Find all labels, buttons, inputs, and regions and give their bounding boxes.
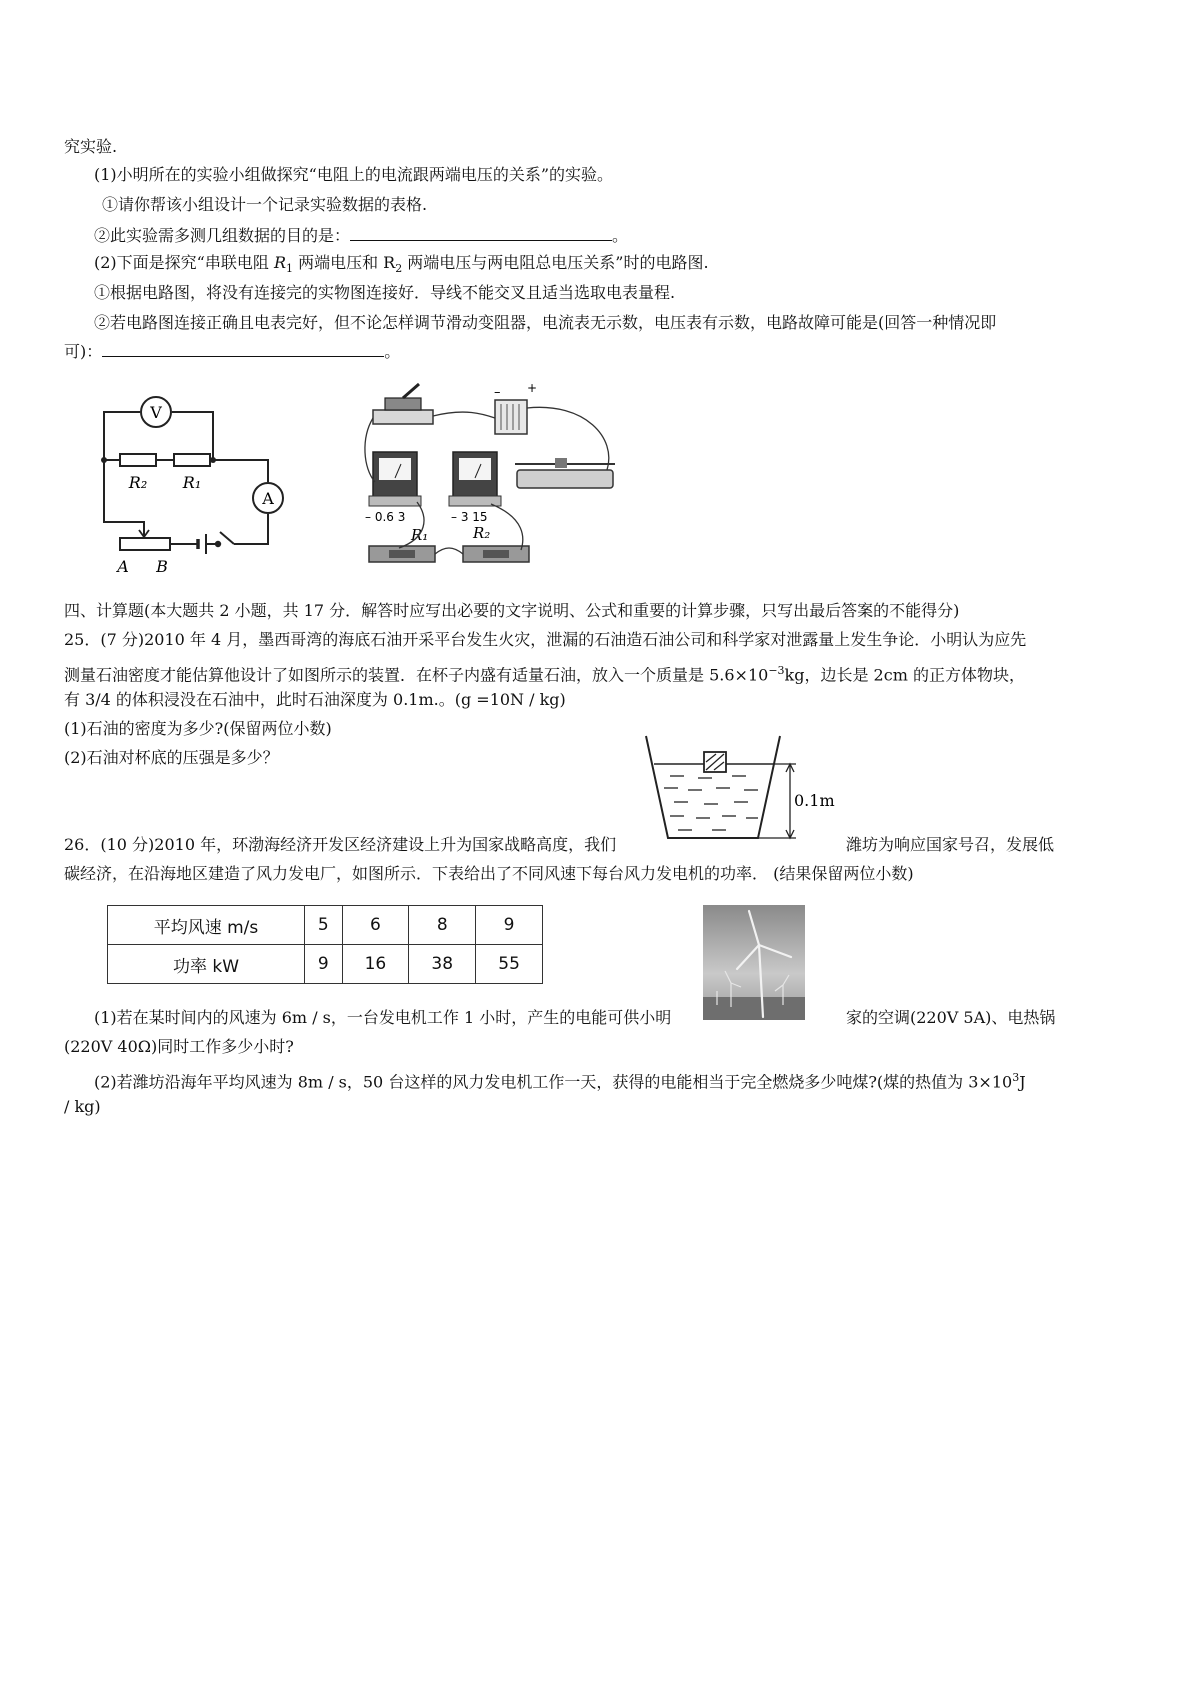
table-cell: 38 <box>409 945 476 984</box>
oil-cup-figure <box>640 730 835 845</box>
wind-power-table <box>107 905 543 984</box>
q25-line-3: 有 3/4 的体积浸没在石油中，此时石油深度为 0.1m.。(g =10N / kg) <box>64 690 566 709</box>
voltmeter-icon <box>449 452 501 506</box>
rheostat-end-b: B <box>156 557 168 576</box>
q26-part-2-line-2: / kg) <box>64 1097 101 1116</box>
ammeter-scale: – 0.6 3 <box>365 510 406 524</box>
resistor-r1-icon <box>369 546 435 562</box>
q26-part-1: (1)若在某时间内的风速为 6m / s，一台发电机工作 1 小时，产生的电能可供小明 <box>94 1008 672 1027</box>
oil-hatching <box>664 754 758 830</box>
ammeter-icon <box>369 452 421 506</box>
answer-blank-purpose[interactable] <box>350 224 612 241</box>
depth-label: 0.1m <box>794 791 835 810</box>
q25-question-2: (2)石油对杯底的压强是多少？ <box>64 748 279 767</box>
q25-line-1: 25．(7 分)2010 年 4 月，墨西哥湾的海底石油开采平台发生火灾，泄漏的石油造石油公司和科学家对泄露量上发生争论．小明认为应先 <box>64 630 1027 649</box>
section-4-heading: 四、计算题(本大题共 2 小题，共 17 分．解答时应写出必要的文字说明、公式和重要的计算步骤，只写出最后答案的不能得分) <box>64 601 960 620</box>
voltmeter-scale: – 3 15 <box>451 510 488 524</box>
q26-line-1a: 26．(10 分)2010 年，环渤海经济开发区经济建设上升为国家战略高度，我们 <box>64 835 617 854</box>
svg-text:+: + <box>527 381 538 395</box>
q26-line-2: 碳经济，在沿海地区建造了风力发电厂，如图所示．下表给出了不同风速下每台风力发电机的功率． (结果保留两位小数) <box>64 864 914 883</box>
q26-part-1-line-2: (220V 40Ω)同时工作多少小时? <box>64 1037 294 1056</box>
q25-question-1: (1)石油的密度为多少?(保留两位小数) <box>64 719 332 738</box>
table-cell: 8 <box>409 906 476 945</box>
table-cell: 16 <box>342 945 409 984</box>
table-cell: 55 <box>476 945 543 984</box>
table-cell: 9 <box>476 906 543 945</box>
q26-part-2: (2)若潍坊沿海年平均风速为 8m / s，50 台这样的风力发电机工作一天，获得的电能相当于完全燃烧多少吨煤?(煤的热值为 $3\times 10^3J$ <box>94 1071 1026 1092</box>
table-cell: 6 <box>342 906 409 945</box>
apparatus-drawing[interactable] <box>355 378 630 578</box>
table-row <box>108 945 543 984</box>
table-cell: 9 <box>305 945 343 984</box>
battery-icon <box>495 400 527 434</box>
text-line-5: (2)下面是探究“串联电阻 $R_1$ 两端电压和 $R_2$ 两端电压与两电阻总电压关系”时的电路图. <box>94 253 709 276</box>
switch-icon <box>373 384 433 424</box>
voltmeter-label: V <box>150 403 162 422</box>
ammeter-label: A <box>262 489 274 508</box>
apparatus-r1-label: R₁ <box>411 526 429 544</box>
resistor-r2-icon <box>463 546 529 562</box>
text-line-6: ①根据电路图，将没有连接完的实物图连接好．导线不能交叉且适当选取电表量程. <box>94 283 676 302</box>
text-line-3: ①请你帮该小组设计一个记录实验数据的表格. <box>102 195 428 214</box>
wind-turbine-photo <box>703 905 805 1020</box>
answer-blank-fault[interactable] <box>102 340 384 357</box>
table-cell: 5 <box>305 906 343 945</box>
text-line-2: (1)小明所在的实验小组做探究“电阻上的电流跟两端电压的关系”的实验。 <box>94 165 614 184</box>
apparatus-r2-label: R₂ <box>473 524 491 542</box>
r2-label: R₂ <box>128 473 148 492</box>
text-line-7: ②若电路图连接正确且电表完好，但不论怎样调节滑动变阻器，电流表无示数，电压表有示数，电路故障可能是(回答一种情况即 <box>94 313 997 332</box>
svg-text:–: – <box>494 385 501 400</box>
circuit-diagram <box>90 390 310 580</box>
table-header-speed: 平均风速 m/s <box>108 906 305 945</box>
rheostat-icon <box>515 458 615 488</box>
table-header-power: 功率 kW <box>108 945 305 984</box>
q26-part-1-tail: 家的空调(220V 5A)、电热锅 <box>846 1008 1056 1027</box>
q25-line-2: 测量石油密度才能估算他设计了如图所示的装置．在杯子内盛有适量石油，放入一个质量是 $5.6\times 10^{-3}kg$，边长是 2cm 的正方体物块， <box>64 664 1025 685</box>
r1-label: R₁ <box>182 473 202 492</box>
purpose-prompt: ②此实验需多测几组数据的目的是： <box>94 226 351 245</box>
table-row <box>108 906 543 945</box>
rheostat-end-a: A <box>117 557 129 576</box>
text-line-8: 可)： 。 <box>64 342 401 361</box>
text-line-4: ②此实验需多测几组数据的目的是： 。 <box>94 226 629 245</box>
q26-line-1b: 潍坊为响应国家号召，发展低 <box>846 835 1055 854</box>
text-line-1: 究实验. <box>64 137 118 156</box>
